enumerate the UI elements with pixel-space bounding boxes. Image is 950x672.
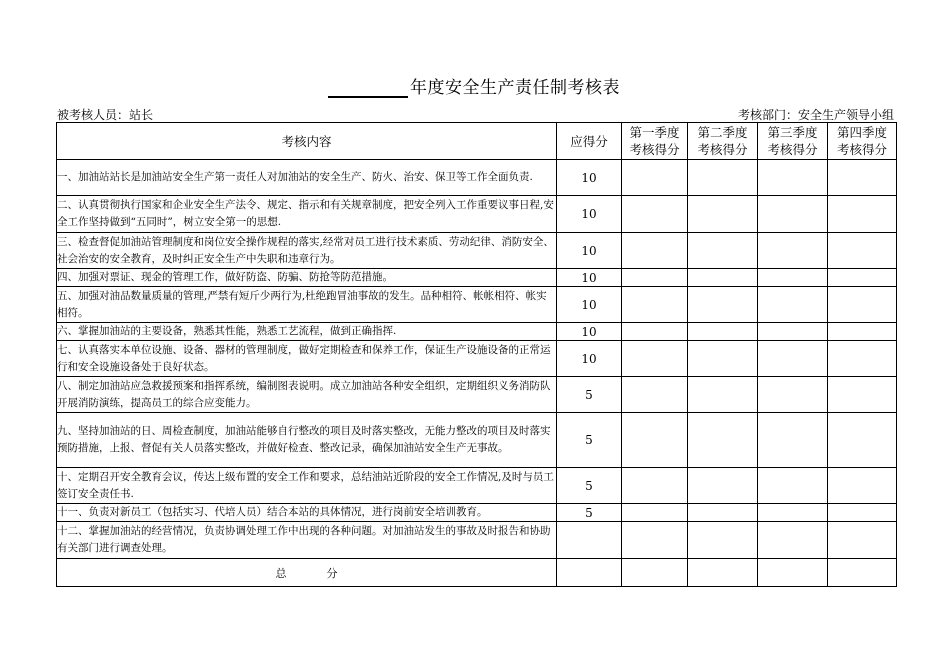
row-1-q4-cell[interactable] bbox=[828, 160, 897, 196]
row-6-q2-cell[interactable] bbox=[688, 323, 758, 341]
row-1-q2-cell[interactable] bbox=[688, 160, 758, 196]
table-row bbox=[57, 468, 897, 504]
page-title: 年度安全生产责任制考核表 bbox=[410, 78, 620, 98]
row-7-q2-cell[interactable] bbox=[688, 341, 758, 377]
row-9-q2-cell[interactable] bbox=[688, 413, 758, 468]
row-9-q4-cell[interactable] bbox=[828, 413, 897, 468]
table-row bbox=[57, 504, 897, 522]
title-area bbox=[0, 72, 950, 102]
row-6-score: 10 bbox=[557, 323, 622, 341]
header-q1 bbox=[622, 123, 688, 160]
row-10-score: 5 bbox=[557, 468, 622, 504]
assessee-label: 被考核人员：站长 bbox=[57, 108, 154, 122]
header-full-score: 应得分 bbox=[557, 123, 622, 160]
row-12-score bbox=[557, 522, 622, 559]
row-8-q1-cell[interactable] bbox=[622, 377, 688, 413]
header-q2-line2: 考核得分 bbox=[697, 142, 748, 157]
row-2-q4-cell[interactable] bbox=[828, 196, 897, 233]
row-5-score: 10 bbox=[557, 287, 622, 323]
row-3-q4-cell[interactable] bbox=[828, 233, 897, 269]
row-1-score: 10 bbox=[557, 160, 622, 196]
row-7-q1-cell[interactable] bbox=[622, 341, 688, 377]
row-11-score: 5 bbox=[557, 504, 622, 522]
header-q2 bbox=[688, 123, 758, 160]
row-4-q2-cell[interactable] bbox=[688, 269, 758, 287]
header-q3-line1: 第三季度 bbox=[767, 125, 818, 140]
row-7-q3-cell[interactable] bbox=[758, 341, 828, 377]
row-8-q3-cell[interactable] bbox=[758, 377, 828, 413]
row-2-q1-cell[interactable] bbox=[622, 196, 688, 233]
row-2-content: 二、认真贯彻执行国家和企业安全生产法令、规定、指示和有关规章制度，把安全列入工作重要议事日程,安全工作坚持做到“五同时”，树立安全第一的思想. bbox=[57, 196, 557, 233]
table-row bbox=[57, 413, 897, 468]
row-11-q2-cell[interactable] bbox=[688, 504, 758, 522]
row-2-score: 10 bbox=[557, 196, 622, 233]
table-row bbox=[57, 160, 897, 196]
row-3-content: 三、检查督促加油站管理制度和岗位安全操作规程的落实,经常对员工进行技术素质、劳动纪律、消防安全、社会治安的安全教育，及时纠正安全生产中失职和违章行为。 bbox=[57, 233, 557, 269]
row-8-q2-cell[interactable] bbox=[688, 377, 758, 413]
row-4-q4-cell[interactable] bbox=[828, 269, 897, 287]
total-row bbox=[57, 559, 897, 587]
header-q3-line2: 考核得分 bbox=[767, 142, 818, 157]
row-3-score: 10 bbox=[557, 233, 622, 269]
row-5-content: 五、加强对油品数量质量的管理,严禁有短斤少两行为,杜绝跑冒油事故的发生。品种相符、帐帐相符、帐实相符。 bbox=[57, 287, 557, 323]
row-11-q4-cell[interactable] bbox=[828, 504, 897, 522]
row-3-q3-cell[interactable] bbox=[758, 233, 828, 269]
row-5-q4-cell[interactable] bbox=[828, 287, 897, 323]
total-label bbox=[57, 559, 557, 587]
header-q4-line2: 考核得分 bbox=[836, 142, 887, 157]
row-10-q1-cell[interactable] bbox=[622, 468, 688, 504]
row-8-content: 八、制定加油站应急救援预案和指挥系统，编制图表说明。成立加油站各种安全组织，定期组织义务消防队开展消防演练，提高员工的综合应变能力。 bbox=[57, 377, 557, 413]
table-row bbox=[57, 341, 897, 377]
row-4-q3-cell[interactable] bbox=[758, 269, 828, 287]
row-1-q3-cell[interactable] bbox=[758, 160, 828, 196]
row-11-q1-cell[interactable] bbox=[622, 504, 688, 522]
table-row bbox=[57, 233, 897, 269]
header-q1-line1: 第一季度 bbox=[629, 125, 680, 140]
row-8-score: 5 bbox=[557, 377, 622, 413]
row-3-q1-cell[interactable] bbox=[622, 233, 688, 269]
row-10-q2-cell[interactable] bbox=[688, 468, 758, 504]
row-9-score: 5 bbox=[557, 413, 622, 468]
header-q4 bbox=[828, 123, 897, 160]
year-blank-line bbox=[328, 96, 408, 98]
total-q2-cell[interactable] bbox=[688, 559, 758, 587]
row-10-q4-cell[interactable] bbox=[828, 468, 897, 504]
total-q1-cell[interactable] bbox=[622, 559, 688, 587]
row-10-content: 十、定期召开安全教育会议，传达上级布置的安全工作和要求，总结油站近阶段的安全工作情况,及时与员工签订安全责任书. bbox=[57, 468, 557, 504]
row-8-q4-cell[interactable] bbox=[828, 377, 897, 413]
row-1-q1-cell[interactable] bbox=[622, 160, 688, 196]
header-content: 考核内容 bbox=[57, 123, 557, 160]
row-11-q3-cell[interactable] bbox=[758, 504, 828, 522]
row-3-q2-cell[interactable] bbox=[688, 233, 758, 269]
row-2-q3-cell[interactable] bbox=[758, 196, 828, 233]
table-row bbox=[57, 287, 897, 323]
row-2-q2-cell[interactable] bbox=[688, 196, 758, 233]
row-4-score: 10 bbox=[557, 269, 622, 287]
row-12-q1-cell[interactable] bbox=[622, 522, 688, 559]
row-7-q4-cell[interactable] bbox=[828, 341, 897, 377]
row-12-q2-cell[interactable] bbox=[688, 522, 758, 559]
table-row bbox=[57, 269, 897, 287]
row-6-content: 六、掌握加油站的主要设备，熟悉其性能，熟悉工艺流程，做到正确指挥. bbox=[57, 323, 557, 341]
row-5-q3-cell[interactable] bbox=[758, 287, 828, 323]
table-row bbox=[57, 323, 897, 341]
total-label-char-2: 分 bbox=[326, 566, 338, 580]
row-1-content: 一、加油站站长是加油站安全生产第一责任人对加油站的安全生产、防火、治安、保卫等工作全面负责. bbox=[57, 160, 557, 196]
header-q2-line1: 第二季度 bbox=[697, 125, 748, 140]
row-4-content: 四、加强对票证、现金的管理工作，做好防盗、防骗、防抢等防范措施。 bbox=[57, 269, 557, 287]
table-row bbox=[57, 377, 897, 413]
total-q4-cell[interactable] bbox=[828, 559, 897, 587]
row-12-content: 十二、掌握加油站的经营情况，负责协调处理工作中出现的各种问题。对加油站发生的事故及时报告和协助有关部门进行调查处理。 bbox=[57, 522, 557, 559]
row-12-q4-cell[interactable] bbox=[828, 522, 897, 559]
row-4-q1-cell[interactable] bbox=[622, 269, 688, 287]
row-6-q1-cell[interactable] bbox=[622, 323, 688, 341]
row-6-q4-cell[interactable] bbox=[828, 323, 897, 341]
total-q3-cell[interactable] bbox=[758, 559, 828, 587]
row-5-q1-cell[interactable] bbox=[622, 287, 688, 323]
row-6-q3-cell[interactable] bbox=[758, 323, 828, 341]
header-row bbox=[57, 123, 897, 160]
header-q1-line2: 考核得分 bbox=[629, 142, 680, 157]
row-5-q2-cell[interactable] bbox=[688, 287, 758, 323]
total-label-char-1: 总 bbox=[275, 566, 287, 580]
row-9-q1-cell[interactable] bbox=[622, 413, 688, 468]
header-q3 bbox=[758, 123, 828, 160]
row-11-content: 十一、负责对新员工（包括实习、代培人员）结合本站的具体情况，进行岗前安全培训教育。 bbox=[57, 504, 557, 522]
row-7-score: 10 bbox=[557, 341, 622, 377]
department-label: 考核部门：安全生产领导小组 bbox=[737, 108, 894, 122]
table-row bbox=[57, 522, 897, 559]
assessment-table bbox=[56, 122, 897, 587]
header-q4-line1: 第四季度 bbox=[836, 125, 887, 140]
row-9-q3-cell[interactable] bbox=[758, 413, 828, 468]
table-row bbox=[57, 196, 897, 233]
row-12-q3-cell[interactable] bbox=[758, 522, 828, 559]
row-7-content: 七、认真落实本单位设施、设备、器材的管理制度，做好定期检查和保养工作，保证生产设施设备的正常运行和安全设施设备处于良好状态。 bbox=[57, 341, 557, 377]
total-full-score-cell[interactable] bbox=[557, 559, 622, 587]
row-9-content: 九、坚持加油站的日、周检查制度，加油站能够自行整改的项目及时落实整改，无能力整改的项目及时落实预防措施，上报、督促有关人员落实整改，并做好检查、整改记录，确保加油站安全生产无事故。 bbox=[57, 413, 557, 468]
row-10-q3-cell[interactable] bbox=[758, 468, 828, 504]
